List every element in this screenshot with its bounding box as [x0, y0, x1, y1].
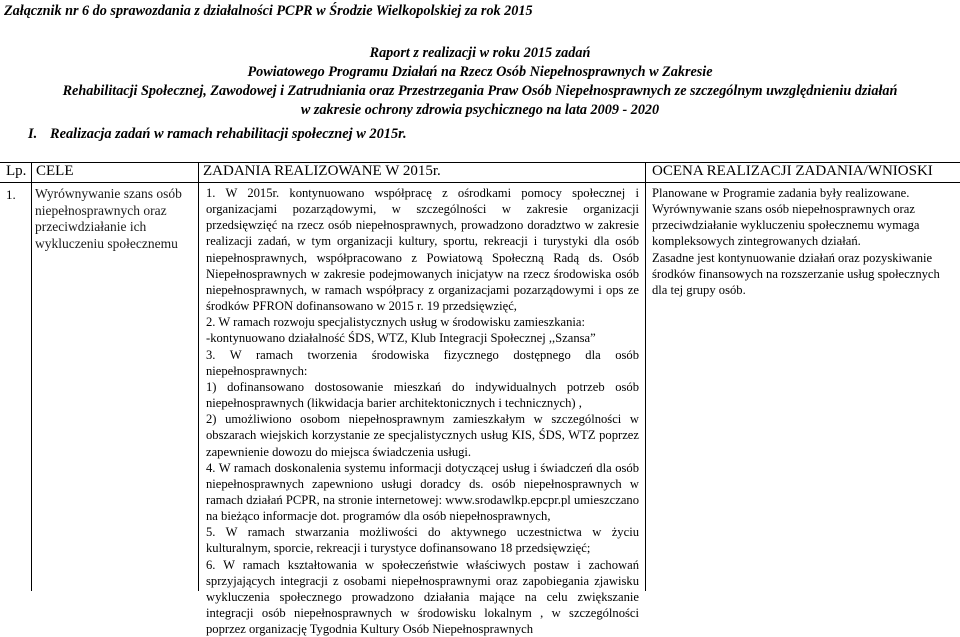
- report-title-line: Powiatowego Programu Działań na Rzecz Osób Niepełnosprawnych w Zakresie: [247, 64, 713, 80]
- report-title-line: Rehabilitacji Społecznej, Zawodowej i Zatrudniania oraz Przestrzegania Praw Osób Niepełnosprawnych ze szczególnym uwzględnieniu działań: [62, 83, 898, 99]
- task-paragraph: 1) dofinansowano dostosowanie mieszkań do indywidualnych potrzeb osób niepełnosprawnych (likwidacja barier architektonicznych i technicznych) ,: [206, 379, 639, 411]
- report-title: [0, 44, 960, 120]
- section-title: Realizacja zadań w ramach rehabilitacji społecznej w 2015r.: [50, 126, 407, 142]
- section-number: I.: [28, 126, 38, 142]
- goal-cell: Wyrównywanie szans osób niepełnosprawnych oraz przeciwdziałanie ich wykluczeniu społecznemu: [35, 186, 182, 251]
- col-cele-header: CELE: [36, 163, 74, 179]
- task-paragraph: -kontynuowano działalność ŚDS, WTZ, Klub Integracji Społecznej ,,Szansa”: [206, 331, 596, 346]
- task-paragraph: 1. W 2015r. kontynuowano współpracę z ośrodkami pomocy społecznej i organizacjami pozarządowymi, w szczególności w zakresie organizacji przedsięwzięć na rzecz osób niepełnosprawnych, prowadzono doradztwo w zakresie realizacji zadań, w tym organizacji kultury, sportu, rekreacji i turystyki dla osób niepełnosprawnych, współpracowano z Powiatową Społeczną Radą ds. Osób Niepełnosprawnych w zakresie podejmowanych inicjatyw na rzecz środowiska osób niepełnosprawnych, w ramach współpracy z organizacjami pozarządowymi i ops ze środków PFRON dofinansowano w 2015 r. 19 przedsięwzięć,: [206, 186, 639, 314]
- col-zadania-header: ZADANIA REALIZOWANE W 2015r.: [203, 163, 441, 179]
- assessment-cell: [652, 185, 948, 298]
- task-paragraph: 2) umożliwiono osobom niepełnosprawnym zamieszkałym w szczególności w obszarach wiejskich korzystanie ze specjalistycznych usług KIS, ŚDS, WTZ poprzez zapewnienie dowozu do miejsca świadczenia usługi.: [206, 412, 639, 459]
- assessment-paragraph: Wyrównywanie szans osób niepełnosprawnych oraz przeciwdziałanie wykluczeniu społecznemu wymaga kompleksowych zintegrowanych działań.: [652, 202, 920, 249]
- column-divider: [31, 162, 32, 591]
- task-paragraph: 6. W ramach kształtowania w społeczeństwie właściwych postaw i zachowań sprzyjających integracji z osobami niepełnosprawnymi oraz zapobiegania zjawisku wykluczenia społecznego prowadzono działania mające na celu zwiększanie integracji osób niepełnosprawnych w środowisku lokalnym , w szczególności poprzez organizację Tygodnia Kultury Osób Niepełnosprawnych: [206, 557, 639, 637]
- section-heading: [28, 126, 407, 143]
- row-number: 1.: [6, 187, 16, 202]
- report-title-line: Raport z realizacji w roku 2015 zadań: [369, 45, 591, 61]
- report-title-line: w zakresie ochrony zdrowia psychicznego na lata 2009 - 2020: [300, 102, 660, 118]
- task-paragraph: 5. W ramach stwarzania możliwości do aktywnego uczestnictwa w życiu kulturalnym, sporcie, rekreacji i turystyce dofinansowano 18 przedsięwzięć;: [206, 525, 639, 556]
- annex-header: Załącznik nr 6 do sprawozdania z działalności PCPR w Środzie Wielkopolskiej za rok 2015: [4, 3, 533, 19]
- assessment-paragraph: Zasadne jest kontynuowanie działań oraz pozyskiwanie środków finansowych na rozszerzanie usług społecznych dla tej grupy osób.: [652, 250, 940, 297]
- column-divider: [645, 162, 646, 591]
- assessment-paragraph: Planowane w Programie zadania były realizowane.: [652, 186, 910, 200]
- task-paragraph: 2. W ramach rozwoju specjalistycznych usług w środowisku zamieszkania:: [206, 315, 585, 330]
- col-ocena-header: OCENA REALIZACJI ZADANIA/WNIOSKI: [652, 163, 933, 179]
- task-paragraph: 3. W ramach tworzenia środowiska fizycznego dostępnego dla osób niepełnosprawnych:: [206, 347, 639, 378]
- col-lp-header: Lp.: [6, 163, 27, 179]
- task-paragraph: 4. W ramach doskonalenia systemu informacji dotyczącej usług i świadczeń dla osób niepełnosprawnych zapewniono usługi doradcy ds. osób niepełnosprawnych w ramach działań PCPR, na stronie internetowej: www.srodawlkp.epcpr.pl umieszczano na bieżąco informacje dot. programów dla osób niepełnosprawnych,: [206, 460, 639, 524]
- column-divider: [198, 162, 199, 591]
- tasks-cell: [206, 185, 639, 637]
- table-header-border: [0, 182, 960, 183]
